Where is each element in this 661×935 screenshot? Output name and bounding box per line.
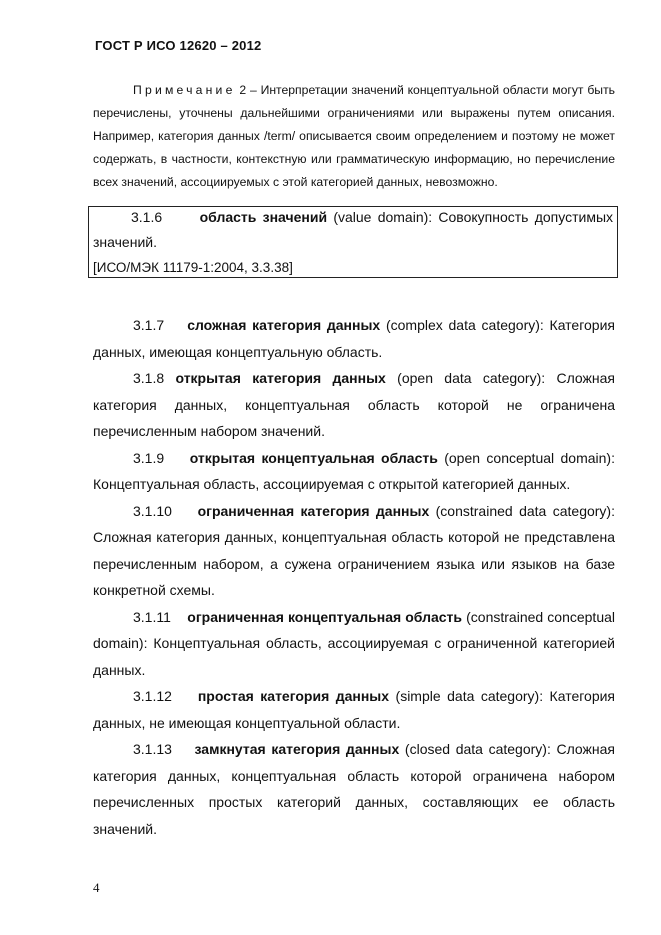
term-name: сложная категория данных <box>187 317 381 333</box>
term-rest: (value domain): Совокупность допустимых значений. <box>93 209 614 250</box>
term-number: 3.1.13 <box>133 741 172 757</box>
note-text: 2 – Интерпретации значений концептуальной области могут быть перечислены, уточнены дальнейшими ограничениями или выражены путем описания. Например, категория данных /term/ описывается своим определением и поэтому не может содержать, в частности, контекстную или грамматическую информацию, но перечисление всех значений, ассоциируемых с этой категорией данных, невозможно. <box>93 83 615 190</box>
note-paragraph <box>93 79 615 194</box>
term-number: 3.1.7 <box>133 317 165 333</box>
term-entry <box>93 683 615 736</box>
term-entry <box>93 604 615 684</box>
term-reference: [ИСО/МЭК 11179-1:2004, 3.3.38] <box>93 260 293 275</box>
term-entry <box>93 312 615 365</box>
term-rest: (complex data category): Категория данных, имеющая концептуальную область. <box>93 317 615 360</box>
term-number: 3.1.6 <box>131 209 163 225</box>
term-entry <box>93 736 615 842</box>
term-entry <box>93 365 615 445</box>
term-name: область значений <box>199 209 328 225</box>
term-number: 3.1.9 <box>133 449 165 466</box>
term-rest: (closed data category): Сложная категория данных, концептуальная область которой ограничена набором перечисленных простых категорий данных, составляющих ее область значений. <box>93 741 616 837</box>
terms-list <box>93 312 615 842</box>
term-name: замкнутая категория данных <box>194 741 400 757</box>
page-number: 4 <box>93 880 100 895</box>
boxed-term-entry <box>88 206 618 278</box>
term-name: простая категория данных <box>197 688 390 704</box>
term-number: 3.1.11 <box>133 608 171 625</box>
term-definition <box>93 205 613 255</box>
term-rest: (constrained data category): Сложная категория данных, концептуальная область которой не представлена перечисленным набором, а сужена ограничением языка или языков на базе конкретной схемы. <box>93 502 615 598</box>
term-rest: (constrained conceptual domain): Концептуальная область, ассоциируемая с ограниченной категорией данных. <box>93 608 615 678</box>
term-name: ограниченная концептуальная область <box>187 608 463 625</box>
term-entry <box>93 498 615 604</box>
term-rest: (open conceptual domain): Концептуальная область, ассоциируемая с открытой категорией данных. <box>93 449 615 492</box>
term-number: 3.1.12 <box>133 688 172 704</box>
term-number: 3.1.10 <box>133 502 172 519</box>
term-name: открытая категория данных <box>175 370 386 386</box>
note-label: Примечание <box>133 83 236 98</box>
term-number: 3.1.8 <box>133 370 165 386</box>
term-entry <box>93 445 615 498</box>
term-name: ограниченная категория данных <box>197 502 430 519</box>
term-name: открытая концептуальная область <box>189 449 438 466</box>
document-header: ГОСТ Р ИСО 12620 – 2012 <box>95 38 262 53</box>
term-rest: (open data category): Сложная категория данных, концептуальная область которой не ограничена перечисленным набором значений. <box>93 370 616 439</box>
term-rest: (simple data category): Категория данных, не имеющая концептуальной области. <box>93 688 616 731</box>
